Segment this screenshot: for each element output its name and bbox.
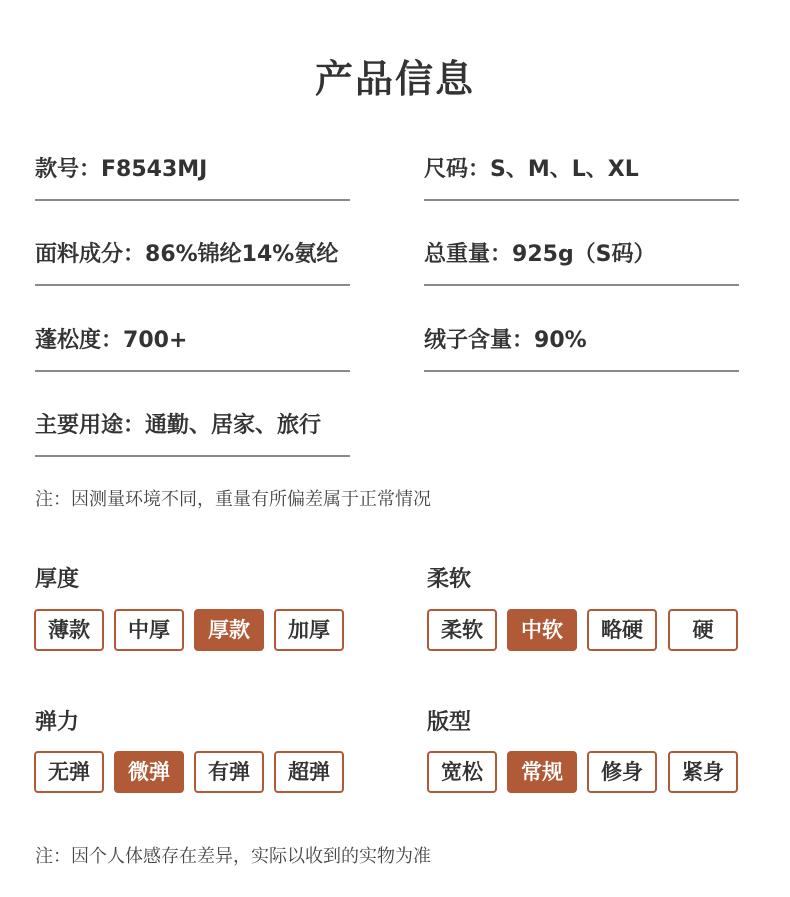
softness-option: 硬 (668, 609, 738, 651)
thickness-label: 厚度 (35, 567, 80, 592)
spec-value: F8543MJ (101, 157, 208, 182)
spec-value: S、M、L、XL (490, 157, 639, 182)
spec-label: 主要用途： (35, 413, 146, 438)
weight-note: 注：因测量环境不同，重量有所偏差属于正常情况 (35, 489, 431, 510)
fit-option: 修身 (587, 751, 657, 793)
softness-option: 中软 (507, 609, 577, 651)
spec-value: 通勤、居家、旅行 (145, 413, 322, 438)
spec-label: 绒子含量： (424, 328, 535, 353)
spec-label: 尺码： (424, 157, 491, 182)
fit-options (427, 751, 739, 791)
elasticity-option: 有弹 (194, 751, 264, 793)
spec-size (424, 155, 739, 201)
softness-options (427, 609, 739, 649)
fit-label: 版型 (427, 710, 472, 735)
spec-fill-power (35, 326, 350, 372)
fit-option: 紧身 (668, 751, 738, 793)
softness-option: 柔软 (427, 609, 497, 651)
spec-style-no (35, 155, 350, 201)
spec-material (35, 240, 350, 286)
spec-label: 总重量： (424, 242, 513, 267)
elasticity-option: 微弹 (114, 751, 184, 793)
elasticity-option: 无弹 (34, 751, 104, 793)
spec-value: 700+ (123, 328, 188, 353)
thickness-option: 加厚 (274, 609, 344, 651)
spec-value: 90% (534, 328, 587, 353)
disclaimer-note: 注：因个人体感存在差异，实际以收到的实物为准 (35, 846, 431, 867)
thickness-option: 厚款 (194, 609, 264, 651)
elasticity-label: 弹力 (35, 710, 80, 735)
thickness-options (34, 609, 346, 649)
elasticity-options (34, 751, 346, 791)
thickness-option: 中厚 (114, 609, 184, 651)
spec-label: 款号： (35, 157, 102, 182)
spec-usage (35, 411, 350, 457)
spec-label: 蓬松度： (35, 328, 124, 353)
thickness-option: 薄款 (34, 609, 104, 651)
fit-option: 常规 (507, 751, 577, 793)
spec-value: 86%锦纶14%氨纶 (145, 242, 339, 267)
spec-weight (424, 240, 739, 286)
softness-label: 柔软 (427, 567, 472, 592)
spec-value: 925g（S码） (512, 242, 656, 267)
softness-option: 略硬 (587, 609, 657, 651)
page-title: 产品信息 (314, 57, 475, 101)
spec-down-content (424, 326, 739, 372)
spec-label: 面料成分： (35, 242, 146, 267)
elasticity-option: 超弹 (274, 751, 344, 793)
fit-option: 宽松 (427, 751, 497, 793)
